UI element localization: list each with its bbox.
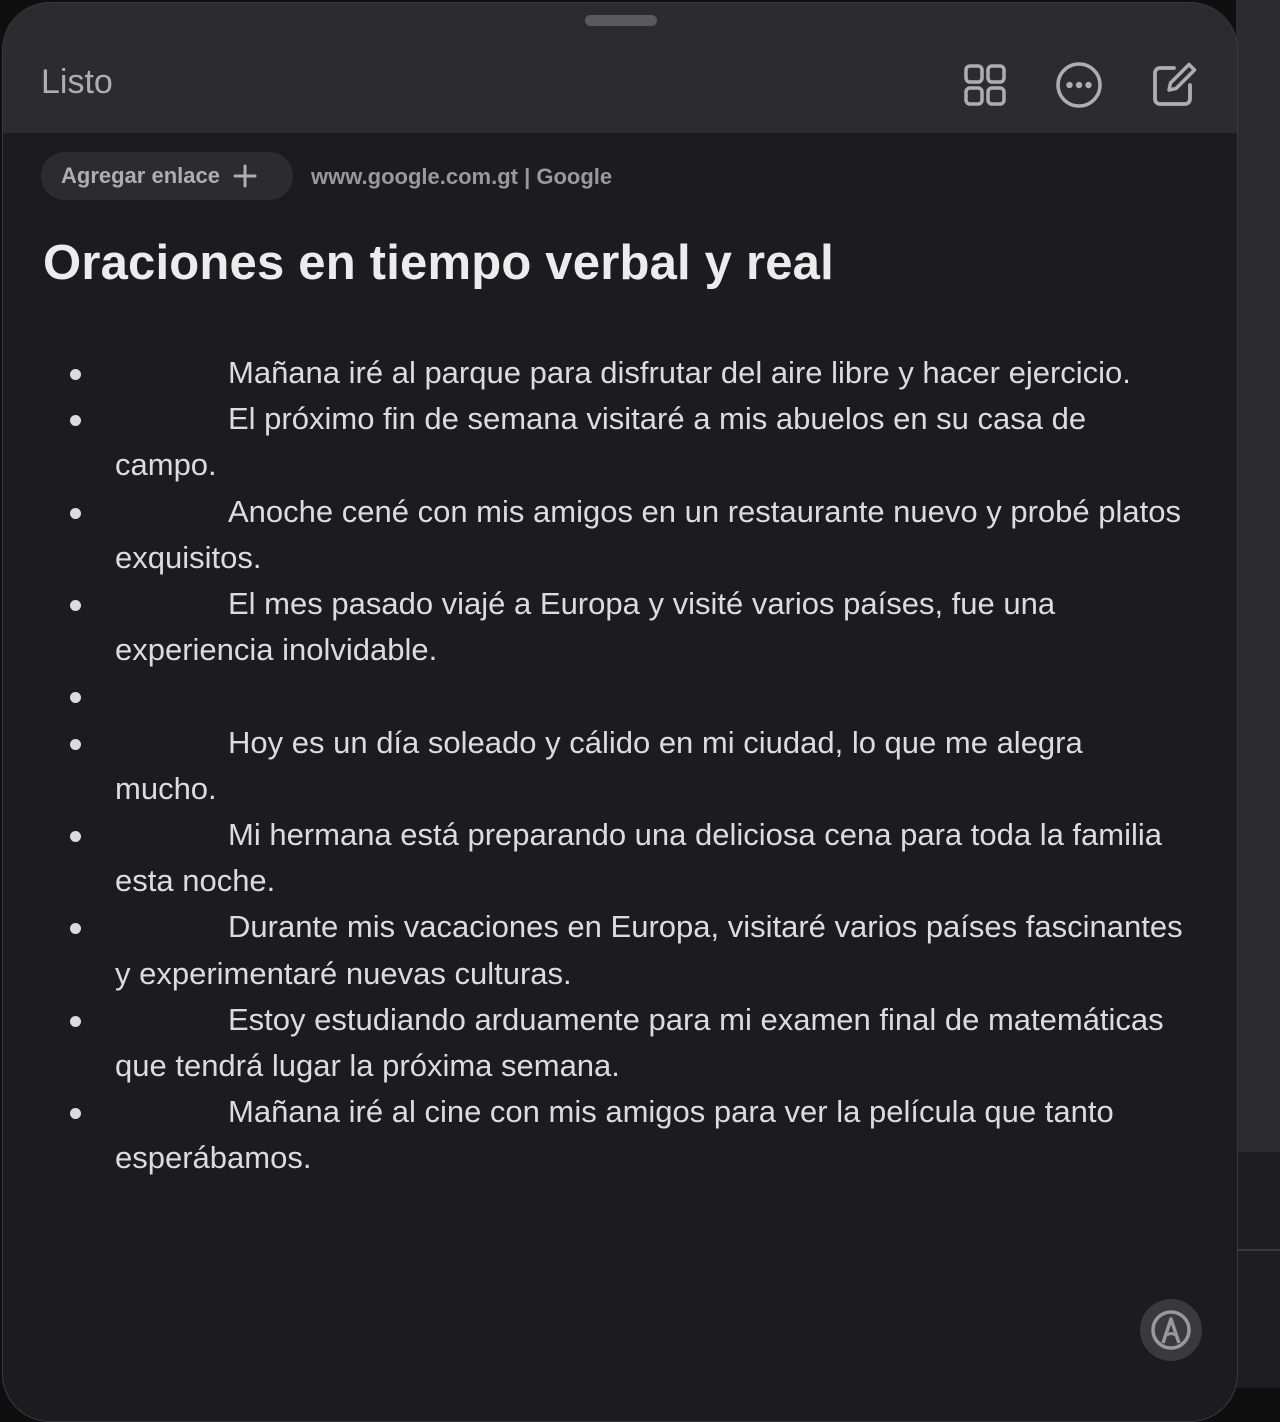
list-item[interactable]: Durante mis vacaciones en Europa, visitaré varios países fascinantes y experimentaré nuevas culturas.: [115, 904, 1185, 996]
plus-icon: [232, 163, 258, 189]
add-link-button[interactable]: [41, 152, 293, 200]
add-link-label: Agregar enlace: [61, 163, 220, 188]
list-item[interactable]: Mi hermana está preparando una deliciosa cena para toda la familia esta noche.: [115, 812, 1185, 904]
done-button[interactable]: Listo: [41, 63, 113, 101]
note-bullet-list[interactable]: [115, 350, 1185, 1182]
link-bar: [3, 133, 1237, 221]
list-item[interactable]: El mes pasado viajé a Europa y visité varios países, fue una experiencia inolvidable.: [115, 581, 1185, 673]
compose-icon[interactable]: [1147, 59, 1199, 111]
background-divider: [1236, 1249, 1280, 1251]
top-toolbar: [3, 3, 1237, 133]
list-item-empty[interactable]: [115, 673, 1185, 719]
grid-icon[interactable]: [959, 59, 1011, 111]
list-item[interactable]: El próximo fin de semana visitaré a mis abuelos en su casa de campo.: [115, 396, 1185, 488]
markup-button[interactable]: [1140, 1299, 1202, 1361]
list-item[interactable]: Hoy es un día soleado y cálido en mi ciudad, lo que me alegra mucho.: [115, 720, 1185, 812]
linked-page-link[interactable]: www.google.com.gt | Google: [311, 164, 613, 189]
list-item[interactable]: Estoy estudiando arduamente para mi examen final de matemáticas que tendrá lugar la próxima semana.: [115, 997, 1185, 1089]
list-item[interactable]: Mañana iré al parque para disfrutar del aire libre y hacer ejercicio.: [115, 350, 1185, 396]
sheet-grabber[interactable]: [585, 15, 657, 26]
list-item[interactable]: Mañana iré al cine con mis amigos para ver la película que tanto esperábamos.: [115, 1089, 1185, 1181]
list-item[interactable]: Anoche cené con mis amigos en un restaurante nuevo y probé platos exquisitos.: [115, 489, 1185, 581]
pen-tip-icon: [1140, 1299, 1202, 1361]
background-panel: [1236, 1152, 1280, 1388]
note-sheet: [2, 2, 1238, 1422]
note-title[interactable]: Oraciones en tiempo verbal y real: [43, 236, 834, 290]
more-icon[interactable]: [1053, 59, 1105, 111]
